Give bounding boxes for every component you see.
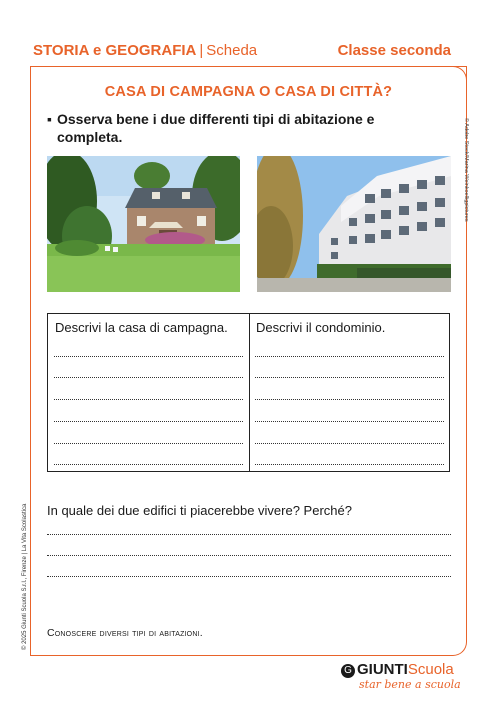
answer-line[interactable] [47,534,451,535]
answer-line[interactable] [54,464,243,465]
bullet-icon: ▪ [47,111,52,127]
answer-line[interactable] [255,377,444,378]
apartment-column [249,314,450,471]
publisher-logo [341,661,461,691]
header-separator: | [199,42,204,59]
sheet-type-label: Scheda [206,42,258,59]
learning-goal: Conoscere diversi tipi di abitazioni. [47,627,203,639]
copyright-notice: © 2025 Giunti Scuola S.r.l., Firenze | La Vita Scolastica [22,503,28,650]
logo-tagline: star bene a scuola [359,678,461,691]
subject-header [33,42,257,59]
answer-line[interactable] [47,576,451,577]
answer-line[interactable] [54,356,243,357]
photo-credit: © Adobe Stock/Marina Weinkoelligpictures [463,118,469,222]
answer-line[interactable] [255,464,444,465]
answer-line[interactable] [54,421,243,422]
description-table [47,313,450,472]
answer-line[interactable] [255,399,444,400]
country-house-photo [47,156,240,292]
logo-brand-name: GIUNTI [357,661,408,678]
answer-line[interactable] [47,555,451,556]
apartment-building-photo [257,156,451,292]
answer-line[interactable] [54,399,243,400]
question-text: In quale dei due edifici ti piacerebbe vivere? Perché? [47,503,352,518]
answer-line[interactable] [255,356,444,357]
answer-line[interactable] [255,421,444,422]
giunti-g-icon: G [341,664,355,678]
country-house-prompt: Descrivi la casa di campagna. [55,320,228,335]
instruction [47,110,417,146]
instruction-text: Osserva bene i due differenti tipi di abitazione e completa. [57,111,375,145]
logo-brand-suffix: Scuola [407,661,454,678]
subject-label: STORIA e GEOGRAFIA [33,42,197,59]
answer-line[interactable] [255,443,444,444]
page-title: CASA DI CAMPAGNA O CASA DI CITTÀ? [104,84,393,100]
answer-line[interactable] [54,377,243,378]
country-house-column [48,314,250,471]
class-label: Classe seconda [337,42,451,59]
apartment-prompt: Descrivi il condominio. [256,320,386,335]
logo-brand [357,661,454,678]
answer-line[interactable] [54,443,243,444]
